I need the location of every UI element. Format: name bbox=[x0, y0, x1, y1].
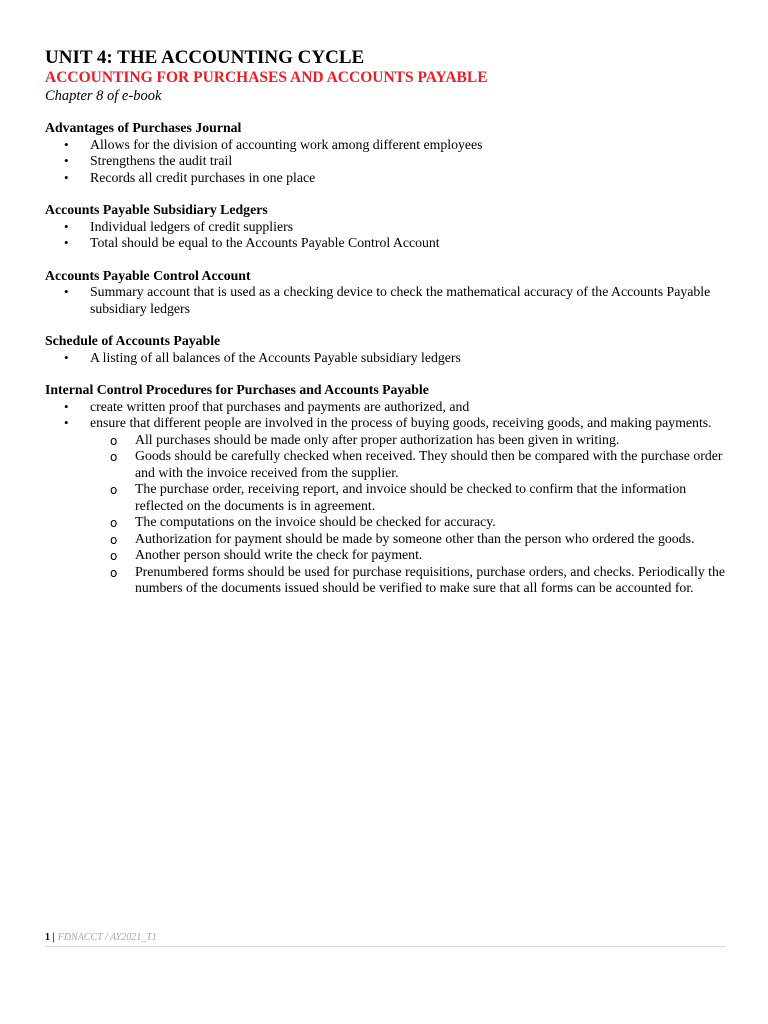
section-heading: Internal Control Procedures for Purchases and Accounts Payable bbox=[45, 382, 429, 397]
circle-bullet-icon: o bbox=[110, 483, 118, 497]
sub-bullet-text: Another person should write the check for payment. bbox=[135, 547, 423, 562]
sub-bullet-text: The purchase order, receiving report, and invoice should be checked to confirm that the information reflected on the documents is in agreement. bbox=[135, 481, 687, 513]
unit-title: UNIT 4: THE ACCOUNTING CYCLE bbox=[45, 47, 365, 68]
document-page bbox=[45, 47, 735, 597]
bullet-icon: • bbox=[64, 153, 69, 168]
section bbox=[45, 120, 735, 186]
sub-bullet-text: The computations on the invoice should be checked for accuracy. bbox=[135, 514, 496, 529]
sub-bullet-text: Prenumbered forms should be used for purchase requisitions, purchase orders, and checks. Periodically the numbers of the documents issued should be verified to make sure that all forms can be accounted for. bbox=[135, 563, 726, 595]
chapter-reference: Chapter 8 of e-book bbox=[45, 88, 162, 104]
sub-bullet-item bbox=[45, 514, 735, 531]
sub-bullet-item bbox=[45, 547, 735, 564]
section bbox=[45, 202, 735, 252]
bullet-text: Allows for the division of accounting work among different employees bbox=[90, 136, 483, 152]
section-heading: Schedule of Accounts Payable bbox=[45, 333, 221, 348]
circle-bullet-icon: o bbox=[110, 516, 118, 530]
section-heading: Accounts Payable Control Account bbox=[45, 267, 251, 283]
section-heading: Advantages of Purchases Journal bbox=[45, 120, 242, 135]
circle-bullet-icon: o bbox=[110, 433, 118, 448]
document-subtitle: ACCOUNTING FOR PURCHASES AND ACCOUNTS PAYABLE bbox=[45, 69, 488, 86]
bullet-text: A listing of all balances of the Accounts Payable subsidiary ledgers bbox=[90, 349, 461, 365]
sub-bullet-text: All purchases should be made only after proper authorization has been given in writing. bbox=[135, 431, 620, 447]
section-heading: Accounts Payable Subsidiary Ledgers bbox=[45, 202, 268, 217]
section bbox=[45, 333, 735, 366]
bullet-list bbox=[45, 137, 735, 187]
bullet-item bbox=[45, 415, 735, 432]
page-number: 1 | bbox=[45, 932, 55, 943]
circle-bullet-icon: o bbox=[110, 532, 118, 547]
bullet-icon: • bbox=[64, 349, 69, 365]
bullet-icon: • bbox=[64, 415, 69, 430]
sub-bullet-item bbox=[45, 564, 735, 597]
sub-bullet-list bbox=[45, 432, 735, 597]
bullet-icon: • bbox=[64, 398, 69, 414]
bullet-text: Individual ledgers of credit suppliers bbox=[90, 218, 294, 234]
bullet-icon: • bbox=[64, 235, 69, 250]
bullet-item bbox=[45, 284, 735, 317]
bullet-list bbox=[45, 284, 735, 317]
sub-bullet-item bbox=[45, 448, 735, 481]
bullet-text: Records all credit purchases in one place bbox=[90, 169, 316, 185]
bullet-icon: • bbox=[64, 169, 69, 185]
bullet-text: ensure that different people are involved in the process of buying goods, receiving goods, and making payments. bbox=[90, 415, 712, 430]
bullet-icon: • bbox=[64, 218, 69, 234]
bullet-item bbox=[45, 170, 735, 187]
course-code: FDNACCT / AY2021_T1 bbox=[57, 932, 157, 943]
bullet-text: Total should be equal to the Accounts Payable Control Account bbox=[90, 235, 440, 250]
sub-bullet-text: Goods should be carefully checked when received. They should then be compared with the purchase order and with the invoice received from the supplier. bbox=[135, 448, 723, 480]
bullet-text: Summary account that is used as a checking device to check the mathematical accuracy of the Accounts Payable subsidiary ledgers bbox=[90, 284, 711, 316]
bullet-item bbox=[45, 350, 735, 367]
section bbox=[45, 268, 735, 318]
bullet-item bbox=[45, 399, 735, 416]
circle-bullet-icon: o bbox=[110, 450, 118, 464]
bullet-icon: • bbox=[64, 136, 69, 152]
bullet-list bbox=[45, 350, 735, 367]
sub-bullet-item bbox=[45, 481, 735, 514]
circle-bullet-icon: o bbox=[110, 565, 118, 580]
bullet-text: create written proof that purchases and payments are authorized, and bbox=[90, 398, 470, 414]
bullet-item bbox=[45, 137, 735, 154]
bullet-item bbox=[45, 219, 735, 236]
bullet-item bbox=[45, 235, 735, 252]
circle-bullet-icon: o bbox=[110, 549, 118, 563]
page-footer bbox=[45, 932, 726, 947]
bullet-text: Strengthens the audit trail bbox=[90, 153, 233, 168]
sub-bullet-item bbox=[45, 432, 735, 449]
bullet-icon: • bbox=[64, 284, 69, 299]
sections-container bbox=[45, 120, 735, 597]
section bbox=[45, 382, 735, 597]
bullet-list bbox=[45, 219, 735, 252]
sub-bullet-item bbox=[45, 531, 735, 548]
bullet-item bbox=[45, 153, 735, 170]
sub-bullet-text: Authorization for payment should be made by someone other than the person who ordered the goods. bbox=[135, 530, 695, 546]
bullet-list bbox=[45, 399, 735, 432]
